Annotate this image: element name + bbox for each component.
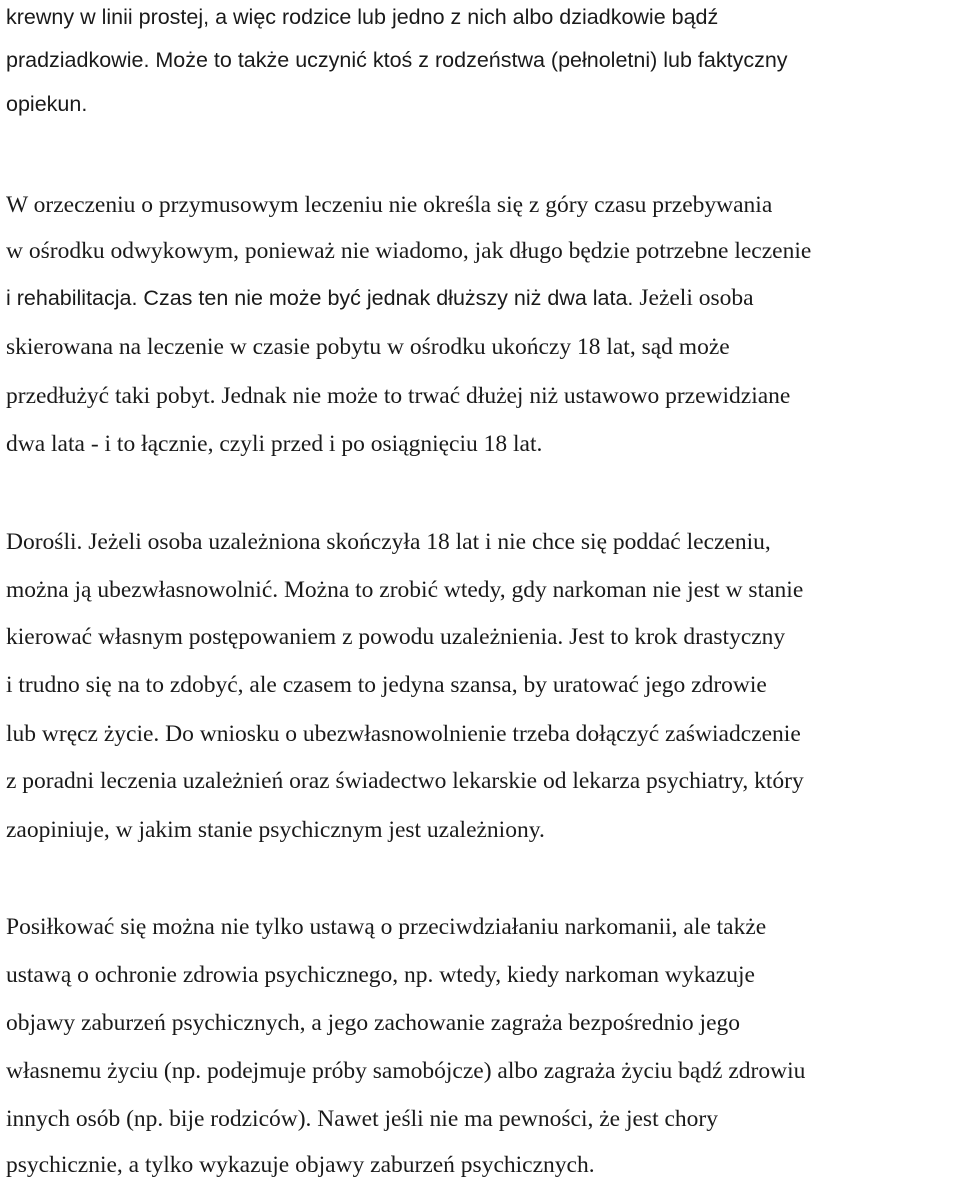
text-segment: przedłużyć taki pobyt. Jednak nie może to trwać dłużej niż ustawowo przewidziane [6,383,791,409]
text-segment: kierować własnym postępowaniem z powodu uzależnienia. Jest to krok drastyczny [6,624,786,650]
text-line [6,575,803,605]
text-line [6,912,766,942]
text-line [6,719,801,749]
text-line [6,381,790,411]
text-line [6,236,811,266]
text-line [6,1104,718,1134]
text-segment: psychicznie, a tylko wykazuje objawy zaburzeń psychicznych. [6,1152,595,1178]
text-line [6,622,785,652]
text-line [6,45,788,75]
text-segment: opiekun. [6,92,88,116]
text-segment: Posiłkować się można nie tylko ustawą o przeciwdziałaniu narkomanii, ale także [6,914,767,940]
text-line [6,670,767,700]
text-segment: można ją ubezwłasnowolnić. Można to zrobić wtedy, gdy narkoman nie jest w stanie [6,577,804,603]
text-segment: ustawą o ochronie zdrowia psychicznego, np. wtedy, kiedy narkoman wykazuje [6,962,755,988]
text-segment: W orzeczeniu o przymusowym leczeniu nie określa się z góry czasu przebywania [6,192,773,218]
text-line [6,960,755,990]
text-segment: skierowana na leczenie w czasie pobytu w ośrodku ukończy 18 lat, sąd może [6,334,730,360]
text-line [6,1008,740,1038]
text-line [6,1056,805,1086]
text-segment: i rehabilitacja. Czas ten nie może być jednak dłuższy niż dwa lata. [6,286,640,310]
text-segment: w ośrodku odwykowym, ponieważ nie wiadomo, jak długo będzie potrzebne leczenie [6,238,812,264]
text-line [6,815,545,845]
text-segment: zaopiniuje, w jakim stanie psychicznym jest uzależniony. [6,817,545,843]
text-segment: objawy zaburzeń psychicznych, a jego zachowanie zagraża bezpośrednio jego [6,1010,741,1036]
text-line [6,2,718,32]
text-segment: Jeżeli osoba [639,285,754,311]
text-segment: własnemu życiu (np. podejmuje próby samobójcze) albo zagraża życiu bądź zdrowiu [6,1058,806,1084]
text-segment: pradziadkowie. Może to także uczynić ktoś z rodzeństwa (pełnoletni) lub faktyczny [6,48,788,72]
text-line [6,332,730,362]
text-segment: innych osób (np. bije rodziców). Nawet jeśli nie ma pewności, że jest chory [6,1106,718,1132]
text-segment: lub wręcz życie. Do wniosku o ubezwłasnowolnienie trzeba dołączyć zaświadczenie [6,721,801,747]
text-segment: z poradni leczenia uzależnień oraz świadectwo lekarskie od lekarza psychiatry, który [6,768,804,794]
text-line [6,89,87,119]
text-line [6,1150,595,1180]
text-line [6,766,804,796]
text-line [6,283,754,313]
text-segment: i trudno się na to zdobyć, ale czasem to jedyna szansa, by uratować jego zdrowie [6,672,767,698]
text-line [6,190,772,220]
text-segment: dwa lata - i to łącznie, czyli przed i po osiągnięciu 18 lat. [6,431,543,457]
text-line [6,527,771,557]
text-line [6,429,542,459]
text-segment: krewny w linii prostej, a więc rodzice lub jedno z nich albo dziadkowie bądź [6,5,719,29]
text-segment: Dorośli. Jeżeli osoba uzależniona skończyła 18 lat i nie chce się poddać leczeniu, [6,529,771,555]
